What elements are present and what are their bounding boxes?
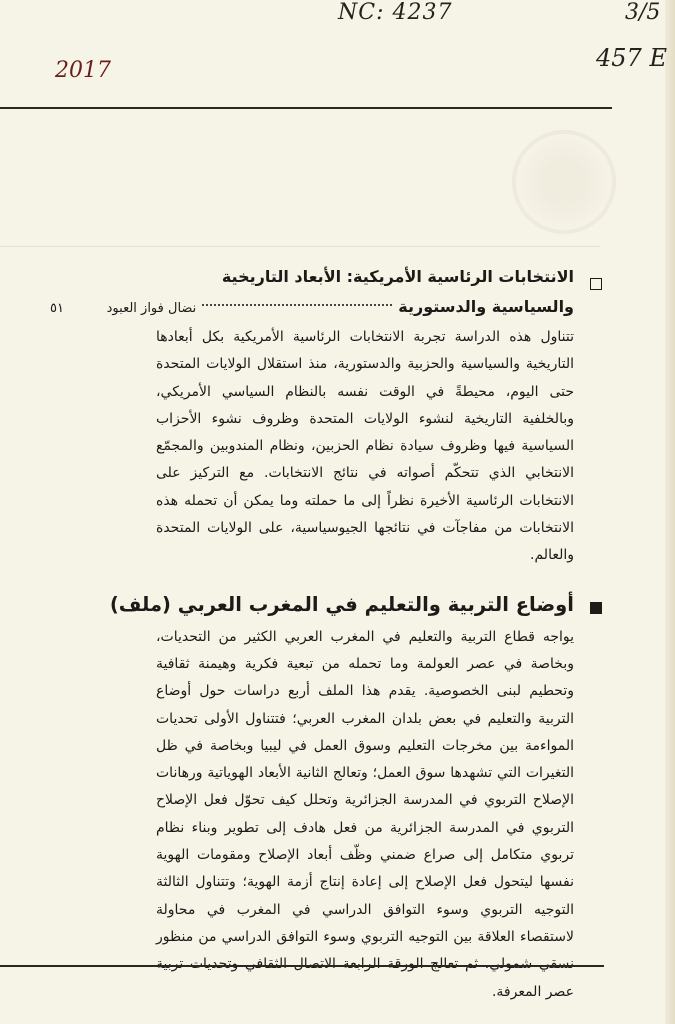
entry-title-line-1: الانتخابات الرئاسية الأمريكية: الأبعاد التاريخية <box>221 267 574 286</box>
entry-author: نضال فواز العبود <box>106 301 197 316</box>
contents-list <box>40 258 608 1006</box>
filled-square-bullet-icon <box>590 602 602 614</box>
entry-title-text: أوضاع التربية والتعليم في المغرب العربي (ملف) <box>109 592 574 616</box>
entry-title-line-2: والسياسية والدستورية <box>398 297 574 316</box>
entry-abstract: يواجه قطاع التربية والتعليم في المغرب العربي الكثير من التحديات، وبخاصة في عصر العولمة وما تحمله من تبعية فكرية وهيمنة ثقافية وتحطيم لبنى الخصوصية. يقدم هذا الملف أربع دراسات حول أوضاع التربية والتعليم في بعض بلدان المغرب العربي؛ فتتناول الأولى تحديات المواءمة بين مخرجات التعليم وسوق العمل في ليبيا وبخاصة في ظل التغيرات التي تشهدها سوق العمل؛ وتعالج الثانية الأبعاد الهوياتية ورهانات الإصلاح التربوي في المدرسة الجزائرية وتحلل كيف تحوّل فعل الإصلاح التربوي في المدرسة الجزائرية من فعل هادف إلى تطوير وبناء نظام تربوي متكامل إلى صراع ضمني وظّف أبعاد الإصلاح ومقومات الهوية نفسها ليتحول فعل الإصلاح إلى إعادة إنتاج أزمة الهوية؛ وتتناول الثالثة التوجيه التربوي وسوء التوافق الدراسي في المغرب في محاولة لاستقصاء العلاقة بين التوجيه التربوي وسوء التوافق الدراسي من منظور عصر المعرفة. <box>156 628 574 1000</box>
handwritten-code: 457 E <box>596 44 667 72</box>
entry-title <box>40 590 608 620</box>
entry-page-number: ٥١ <box>50 301 64 316</box>
bottom-rule <box>0 965 604 967</box>
show-through-line <box>0 246 600 247</box>
show-through-seal <box>512 130 616 234</box>
contents-entry <box>40 590 608 1006</box>
entry-abstract: تتناول هذه الدراسة تجربة الانتخابات الرئاسية الأمريكية بكل أبعادها التاريخية والسياسية والحزبية والدستورية، منذ استقلال الولايات المتحدة حتى اليوم، محيطةً في الوقت نفسه بالنظام السياسي الأمريكي، وبالخلفية التاريخية لنشوء الولايات المتحدة وظروف نشوء الأحزاب السياسية فيها وظروف سيادة نظام الحزبين، ونظام المندوبين والمجمّع الانتخابي الذي تتحكّم أصواته في نتائج الانتخابات. مع التركيز على الانتخابات الرئاسية الأخيرة نظراً إلى ما حملته وما يمكن أن تحمله هذه الانتخابات من مفاجآت في نتائجها الجيوسياسية، على الولايات المتحدة والعالم. <box>156 329 574 564</box>
handwritten-year: 2017 <box>55 58 111 83</box>
page-edge <box>665 0 675 1024</box>
top-rule <box>0 107 612 109</box>
hollow-square-bullet-icon <box>590 278 602 290</box>
contents-entry <box>40 262 608 570</box>
entry-title <box>40 262 608 292</box>
leader-dots <box>202 304 392 306</box>
entry-author-row <box>40 292 608 322</box>
handwritten-page-ref: 3/5 <box>625 0 661 25</box>
handwritten-catalog-number: NC: 4237 <box>338 0 453 25</box>
